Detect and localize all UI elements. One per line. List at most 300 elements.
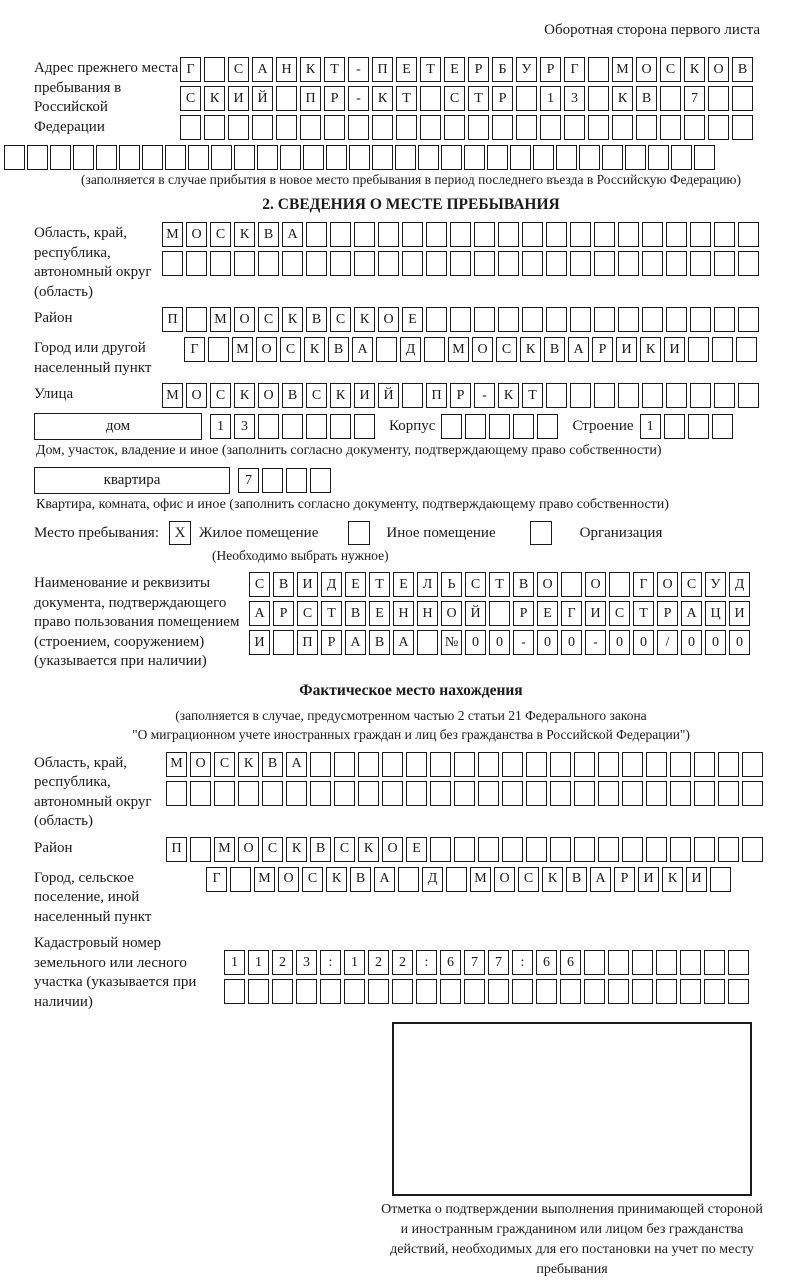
char-box[interactable] (426, 307, 447, 332)
char-box[interactable]: И (249, 630, 270, 655)
char-box[interactable] (550, 781, 571, 806)
char-box[interactable] (224, 979, 245, 1004)
char-box[interactable] (382, 752, 403, 777)
char-box[interactable]: К (234, 222, 255, 247)
char-box[interactable]: Г (180, 57, 201, 82)
char-box[interactable]: А (681, 601, 702, 626)
char-box[interactable] (489, 601, 510, 626)
char-box[interactable] (262, 468, 283, 493)
char-box[interactable] (492, 115, 513, 140)
char-box[interactable] (276, 115, 297, 140)
char-box[interactable] (310, 752, 331, 777)
char-box[interactable] (286, 468, 307, 493)
char-box[interactable]: И (354, 383, 375, 408)
char-box[interactable] (574, 837, 595, 862)
char-box[interactable] (446, 867, 467, 892)
char-box[interactable]: Е (444, 57, 465, 82)
char-box[interactable]: С (334, 837, 355, 862)
char-box[interactable] (625, 145, 646, 170)
char-box[interactable]: Г (561, 601, 582, 626)
char-box[interactable] (516, 115, 537, 140)
char-box[interactable] (546, 383, 567, 408)
char-box[interactable]: Д (729, 572, 750, 597)
char-box[interactable] (465, 414, 486, 439)
char-box[interactable] (252, 115, 273, 140)
char-box[interactable] (609, 572, 630, 597)
char-box[interactable]: 1 (248, 950, 269, 975)
char-box[interactable]: Д (422, 867, 443, 892)
char-box[interactable] (714, 251, 735, 276)
char-box[interactable] (736, 337, 757, 362)
char-box[interactable]: 6 (440, 950, 461, 975)
char-box[interactable]: А (568, 337, 589, 362)
char-box[interactable] (666, 307, 687, 332)
char-box[interactable]: В (636, 86, 657, 111)
char-box[interactable] (166, 781, 187, 806)
document-row-2[interactable] (249, 601, 750, 626)
char-box[interactable]: 1 (224, 950, 245, 975)
char-box[interactable]: К (542, 867, 563, 892)
char-box[interactable] (273, 630, 294, 655)
char-box[interactable]: 0 (561, 630, 582, 655)
char-box[interactable]: С (330, 307, 351, 332)
char-box[interactable] (694, 781, 715, 806)
char-box[interactable]: К (286, 837, 307, 862)
char-box[interactable]: П (162, 307, 183, 332)
char-box[interactable] (286, 781, 307, 806)
char-box[interactable] (618, 307, 639, 332)
char-box[interactable] (180, 115, 201, 140)
char-box[interactable] (440, 979, 461, 1004)
char-box[interactable] (464, 145, 485, 170)
char-box[interactable] (728, 979, 749, 1004)
char-box[interactable] (417, 630, 438, 655)
char-box[interactable] (502, 837, 523, 862)
char-box[interactable]: О (494, 867, 515, 892)
char-box[interactable]: Е (393, 572, 414, 597)
char-box[interactable]: Г (206, 867, 227, 892)
char-box[interactable]: Р (273, 601, 294, 626)
char-box[interactable] (402, 222, 423, 247)
char-box[interactable] (372, 145, 393, 170)
char-box[interactable]: В (345, 601, 366, 626)
char-box[interactable]: В (282, 383, 303, 408)
char-box[interactable]: Д (400, 337, 421, 362)
char-box[interactable] (502, 781, 523, 806)
char-box[interactable]: 1 (640, 414, 661, 439)
prev-address-row-4[interactable] (4, 145, 788, 170)
char-box[interactable]: С (297, 601, 318, 626)
char-box[interactable] (349, 145, 370, 170)
char-box[interactable]: В (328, 337, 349, 362)
char-box[interactable] (556, 145, 577, 170)
char-box[interactable] (306, 414, 327, 439)
char-box[interactable] (513, 414, 534, 439)
char-box[interactable] (656, 979, 677, 1004)
char-box[interactable]: К (520, 337, 541, 362)
char-box[interactable] (50, 145, 71, 170)
char-box[interactable] (546, 251, 567, 276)
char-box[interactable]: Р (513, 601, 534, 626)
char-box[interactable]: И (638, 867, 659, 892)
char-box[interactable]: - (348, 57, 369, 82)
kvartira-value-row[interactable] (238, 468, 331, 493)
char-box[interactable]: Й (465, 601, 486, 626)
char-box[interactable]: 2 (392, 950, 413, 975)
char-box[interactable] (712, 337, 733, 362)
char-box[interactable] (310, 781, 331, 806)
char-box[interactable] (738, 222, 759, 247)
char-box[interactable]: Ц (705, 601, 726, 626)
char-box[interactable] (204, 115, 225, 140)
char-box[interactable]: А (286, 752, 307, 777)
char-box[interactable]: Т (489, 572, 510, 597)
char-box[interactable]: Р (540, 57, 561, 82)
char-box[interactable]: С (302, 867, 323, 892)
char-box[interactable] (718, 837, 739, 862)
char-box[interactable]: П (166, 837, 187, 862)
char-box[interactable] (426, 222, 447, 247)
char-box[interactable] (694, 837, 715, 862)
char-box[interactable]: П (297, 630, 318, 655)
char-box[interactable] (382, 781, 403, 806)
char-box[interactable] (258, 251, 279, 276)
char-box[interactable]: В (369, 630, 390, 655)
char-box[interactable]: В (273, 572, 294, 597)
char-box[interactable]: Т (396, 86, 417, 111)
checkbox-inoe[interactable] (348, 521, 370, 545)
gorod-1-row[interactable] (184, 337, 757, 362)
char-box[interactable]: П (300, 86, 321, 111)
char-box[interactable] (474, 251, 495, 276)
char-box[interactable]: С (262, 837, 283, 862)
char-box[interactable] (608, 979, 629, 1004)
char-box[interactable] (464, 979, 485, 1004)
char-box[interactable]: 1 (344, 950, 365, 975)
char-box[interactable]: Т (324, 57, 345, 82)
char-box[interactable]: В (258, 222, 279, 247)
char-box[interactable]: К (330, 383, 351, 408)
char-box[interactable] (310, 468, 331, 493)
char-box[interactable] (272, 979, 293, 1004)
char-box[interactable]: А (352, 337, 373, 362)
char-box[interactable] (579, 145, 600, 170)
char-box[interactable]: О (537, 572, 558, 597)
char-box[interactable] (210, 251, 231, 276)
char-box[interactable]: Г (184, 337, 205, 362)
checkbox-zhiloe[interactable]: X (169, 521, 191, 545)
char-box[interactable] (588, 57, 609, 82)
char-box[interactable]: 1 (540, 86, 561, 111)
char-box[interactable] (358, 752, 379, 777)
char-box[interactable] (602, 145, 623, 170)
char-box[interactable] (234, 251, 255, 276)
char-box[interactable] (358, 781, 379, 806)
char-box[interactable]: А (282, 222, 303, 247)
char-box[interactable] (230, 867, 251, 892)
char-box[interactable] (344, 979, 365, 1004)
char-box[interactable]: О (256, 337, 277, 362)
char-box[interactable] (306, 222, 327, 247)
kvartira-type-box[interactable]: квартира (34, 467, 230, 494)
char-box[interactable] (296, 979, 317, 1004)
char-box[interactable]: И (729, 601, 750, 626)
char-box[interactable]: Е (537, 601, 558, 626)
char-box[interactable]: У (516, 57, 537, 82)
char-box[interactable]: К (640, 337, 661, 362)
char-box[interactable] (376, 337, 397, 362)
char-box[interactable] (330, 251, 351, 276)
char-box[interactable] (238, 781, 259, 806)
char-box[interactable] (570, 383, 591, 408)
char-box[interactable]: К (238, 752, 259, 777)
char-box[interactable] (564, 115, 585, 140)
char-box[interactable] (642, 307, 663, 332)
char-box[interactable] (546, 307, 567, 332)
oblast-2-row-2[interactable] (166, 781, 763, 806)
char-box[interactable]: М (612, 57, 633, 82)
char-box[interactable] (622, 752, 643, 777)
char-box[interactable] (430, 837, 451, 862)
char-box[interactable] (498, 307, 519, 332)
char-box[interactable] (632, 979, 653, 1004)
char-box[interactable]: С (280, 337, 301, 362)
char-box[interactable] (690, 222, 711, 247)
char-box[interactable]: И (616, 337, 637, 362)
char-box[interactable]: Т (633, 601, 654, 626)
char-box[interactable]: А (249, 601, 270, 626)
char-box[interactable]: Р (657, 601, 678, 626)
document-row-3[interactable] (249, 630, 750, 655)
char-box[interactable]: С (660, 57, 681, 82)
char-box[interactable] (450, 222, 471, 247)
char-box[interactable]: О (708, 57, 729, 82)
char-box[interactable] (257, 145, 278, 170)
char-box[interactable]: О (190, 752, 211, 777)
char-box[interactable]: Л (417, 572, 438, 597)
prev-address-row-2[interactable] (180, 86, 753, 111)
char-box[interactable] (430, 752, 451, 777)
char-box[interactable]: О (238, 837, 259, 862)
char-box[interactable] (372, 115, 393, 140)
char-box[interactable] (680, 979, 701, 1004)
char-box[interactable] (478, 837, 499, 862)
char-box[interactable] (598, 752, 619, 777)
char-box[interactable] (420, 115, 441, 140)
char-box[interactable] (570, 222, 591, 247)
char-box[interactable] (690, 383, 711, 408)
kadastr-row-1[interactable] (224, 950, 749, 975)
char-box[interactable]: Р (324, 86, 345, 111)
char-box[interactable] (612, 115, 633, 140)
char-box[interactable]: Г (564, 57, 585, 82)
char-box[interactable]: 6 (536, 950, 557, 975)
char-box[interactable]: Ь (441, 572, 462, 597)
char-box[interactable] (416, 979, 437, 1004)
char-box[interactable]: В (544, 337, 565, 362)
char-box[interactable] (526, 781, 547, 806)
char-box[interactable] (248, 979, 269, 1004)
char-box[interactable] (398, 867, 419, 892)
char-box[interactable] (488, 979, 509, 1004)
char-box[interactable]: С (210, 383, 231, 408)
char-box[interactable] (326, 145, 347, 170)
char-box[interactable] (4, 145, 25, 170)
char-box[interactable]: Й (378, 383, 399, 408)
char-box[interactable] (186, 251, 207, 276)
char-box[interactable]: И (664, 337, 685, 362)
char-box[interactable]: К (282, 307, 303, 332)
char-box[interactable] (594, 383, 615, 408)
char-box[interactable] (454, 837, 475, 862)
char-box[interactable]: О (585, 572, 606, 597)
char-box[interactable]: О (186, 222, 207, 247)
char-box[interactable]: - (348, 86, 369, 111)
char-box[interactable] (450, 307, 471, 332)
char-box[interactable] (378, 251, 399, 276)
char-box[interactable]: Р (592, 337, 613, 362)
char-box[interactable]: И (228, 86, 249, 111)
char-box[interactable]: В (262, 752, 283, 777)
char-box[interactable] (570, 307, 591, 332)
char-box[interactable] (165, 145, 186, 170)
char-box[interactable]: М (214, 837, 235, 862)
kadastr-row-2[interactable] (224, 979, 749, 1004)
char-box[interactable] (732, 86, 753, 111)
char-box[interactable]: Е (402, 307, 423, 332)
char-box[interactable] (186, 307, 207, 332)
char-box[interactable]: С (609, 601, 630, 626)
korpus-row[interactable] (441, 414, 558, 439)
char-box[interactable] (670, 781, 691, 806)
char-box[interactable] (516, 86, 537, 111)
char-box[interactable]: О (382, 837, 403, 862)
char-box[interactable]: Т (321, 601, 342, 626)
char-box[interactable]: У (705, 572, 726, 597)
char-box[interactable] (396, 115, 417, 140)
char-box[interactable]: 0 (633, 630, 654, 655)
char-box[interactable] (441, 414, 462, 439)
char-box[interactable]: Й (252, 86, 273, 111)
char-box[interactable]: С (228, 57, 249, 82)
char-box[interactable] (73, 145, 94, 170)
char-box[interactable]: О (472, 337, 493, 362)
char-box[interactable]: 0 (465, 630, 486, 655)
char-box[interactable]: М (470, 867, 491, 892)
char-box[interactable]: С (444, 86, 465, 111)
char-box[interactable] (666, 383, 687, 408)
char-box[interactable] (742, 837, 763, 862)
char-box[interactable]: С (681, 572, 702, 597)
char-box[interactable] (742, 752, 763, 777)
char-box[interactable]: В (513, 572, 534, 597)
char-box[interactable] (646, 781, 667, 806)
char-box[interactable] (234, 145, 255, 170)
char-box[interactable]: 3 (296, 950, 317, 975)
char-box[interactable] (622, 837, 643, 862)
char-box[interactable]: Д (321, 572, 342, 597)
char-box[interactable] (738, 251, 759, 276)
char-box[interactable] (402, 251, 423, 276)
char-box[interactable] (708, 86, 729, 111)
char-box[interactable]: Р (614, 867, 635, 892)
char-box[interactable] (441, 145, 462, 170)
char-box[interactable]: 0 (681, 630, 702, 655)
char-box[interactable] (648, 145, 669, 170)
char-box[interactable] (190, 837, 211, 862)
char-box[interactable] (262, 781, 283, 806)
char-box[interactable] (214, 781, 235, 806)
char-box[interactable] (594, 222, 615, 247)
char-box[interactable]: - (513, 630, 534, 655)
char-box[interactable]: Т (468, 86, 489, 111)
char-box[interactable]: Е (406, 837, 427, 862)
char-box[interactable] (478, 781, 499, 806)
char-box[interactable]: И (585, 601, 606, 626)
char-box[interactable]: 0 (729, 630, 750, 655)
char-box[interactable]: К (358, 837, 379, 862)
char-box[interactable]: Н (276, 57, 297, 82)
char-box[interactable] (594, 251, 615, 276)
char-box[interactable]: Р (321, 630, 342, 655)
char-box[interactable]: К (612, 86, 633, 111)
char-box[interactable]: Р (468, 57, 489, 82)
char-box[interactable] (208, 337, 229, 362)
char-box[interactable] (561, 572, 582, 597)
char-box[interactable]: - (474, 383, 495, 408)
char-box[interactable] (204, 57, 225, 82)
char-box[interactable]: 7 (488, 950, 509, 975)
char-box[interactable]: К (354, 307, 375, 332)
char-box[interactable] (392, 979, 413, 1004)
char-box[interactable] (406, 752, 427, 777)
char-box[interactable] (489, 414, 510, 439)
char-box[interactable] (704, 979, 725, 1004)
char-box[interactable] (732, 115, 753, 140)
char-box[interactable]: Т (522, 383, 543, 408)
char-box[interactable] (664, 414, 685, 439)
char-box[interactable] (454, 781, 475, 806)
char-box[interactable] (498, 222, 519, 247)
char-box[interactable] (303, 145, 324, 170)
char-box[interactable]: С (249, 572, 270, 597)
char-box[interactable] (320, 979, 341, 1004)
char-box[interactable] (642, 383, 663, 408)
char-box[interactable]: А (590, 867, 611, 892)
char-box[interactable]: / (657, 630, 678, 655)
char-box[interactable]: 2 (272, 950, 293, 975)
char-box[interactable]: Р (450, 383, 471, 408)
char-box[interactable] (119, 145, 140, 170)
char-box[interactable]: 7 (238, 468, 259, 493)
char-box[interactable] (728, 950, 749, 975)
char-box[interactable] (694, 752, 715, 777)
char-box[interactable] (632, 950, 653, 975)
char-box[interactable] (550, 752, 571, 777)
char-box[interactable]: : (512, 950, 533, 975)
char-box[interactable] (550, 837, 571, 862)
char-box[interactable]: В (310, 837, 331, 862)
char-box[interactable] (142, 145, 163, 170)
prev-address-row-1[interactable] (180, 57, 753, 82)
char-box[interactable]: К (234, 383, 255, 408)
char-box[interactable]: М (162, 383, 183, 408)
char-box[interactable]: 0 (489, 630, 510, 655)
char-box[interactable] (656, 950, 677, 975)
char-box[interactable]: О (378, 307, 399, 332)
char-box[interactable] (478, 752, 499, 777)
char-box[interactable] (395, 145, 416, 170)
